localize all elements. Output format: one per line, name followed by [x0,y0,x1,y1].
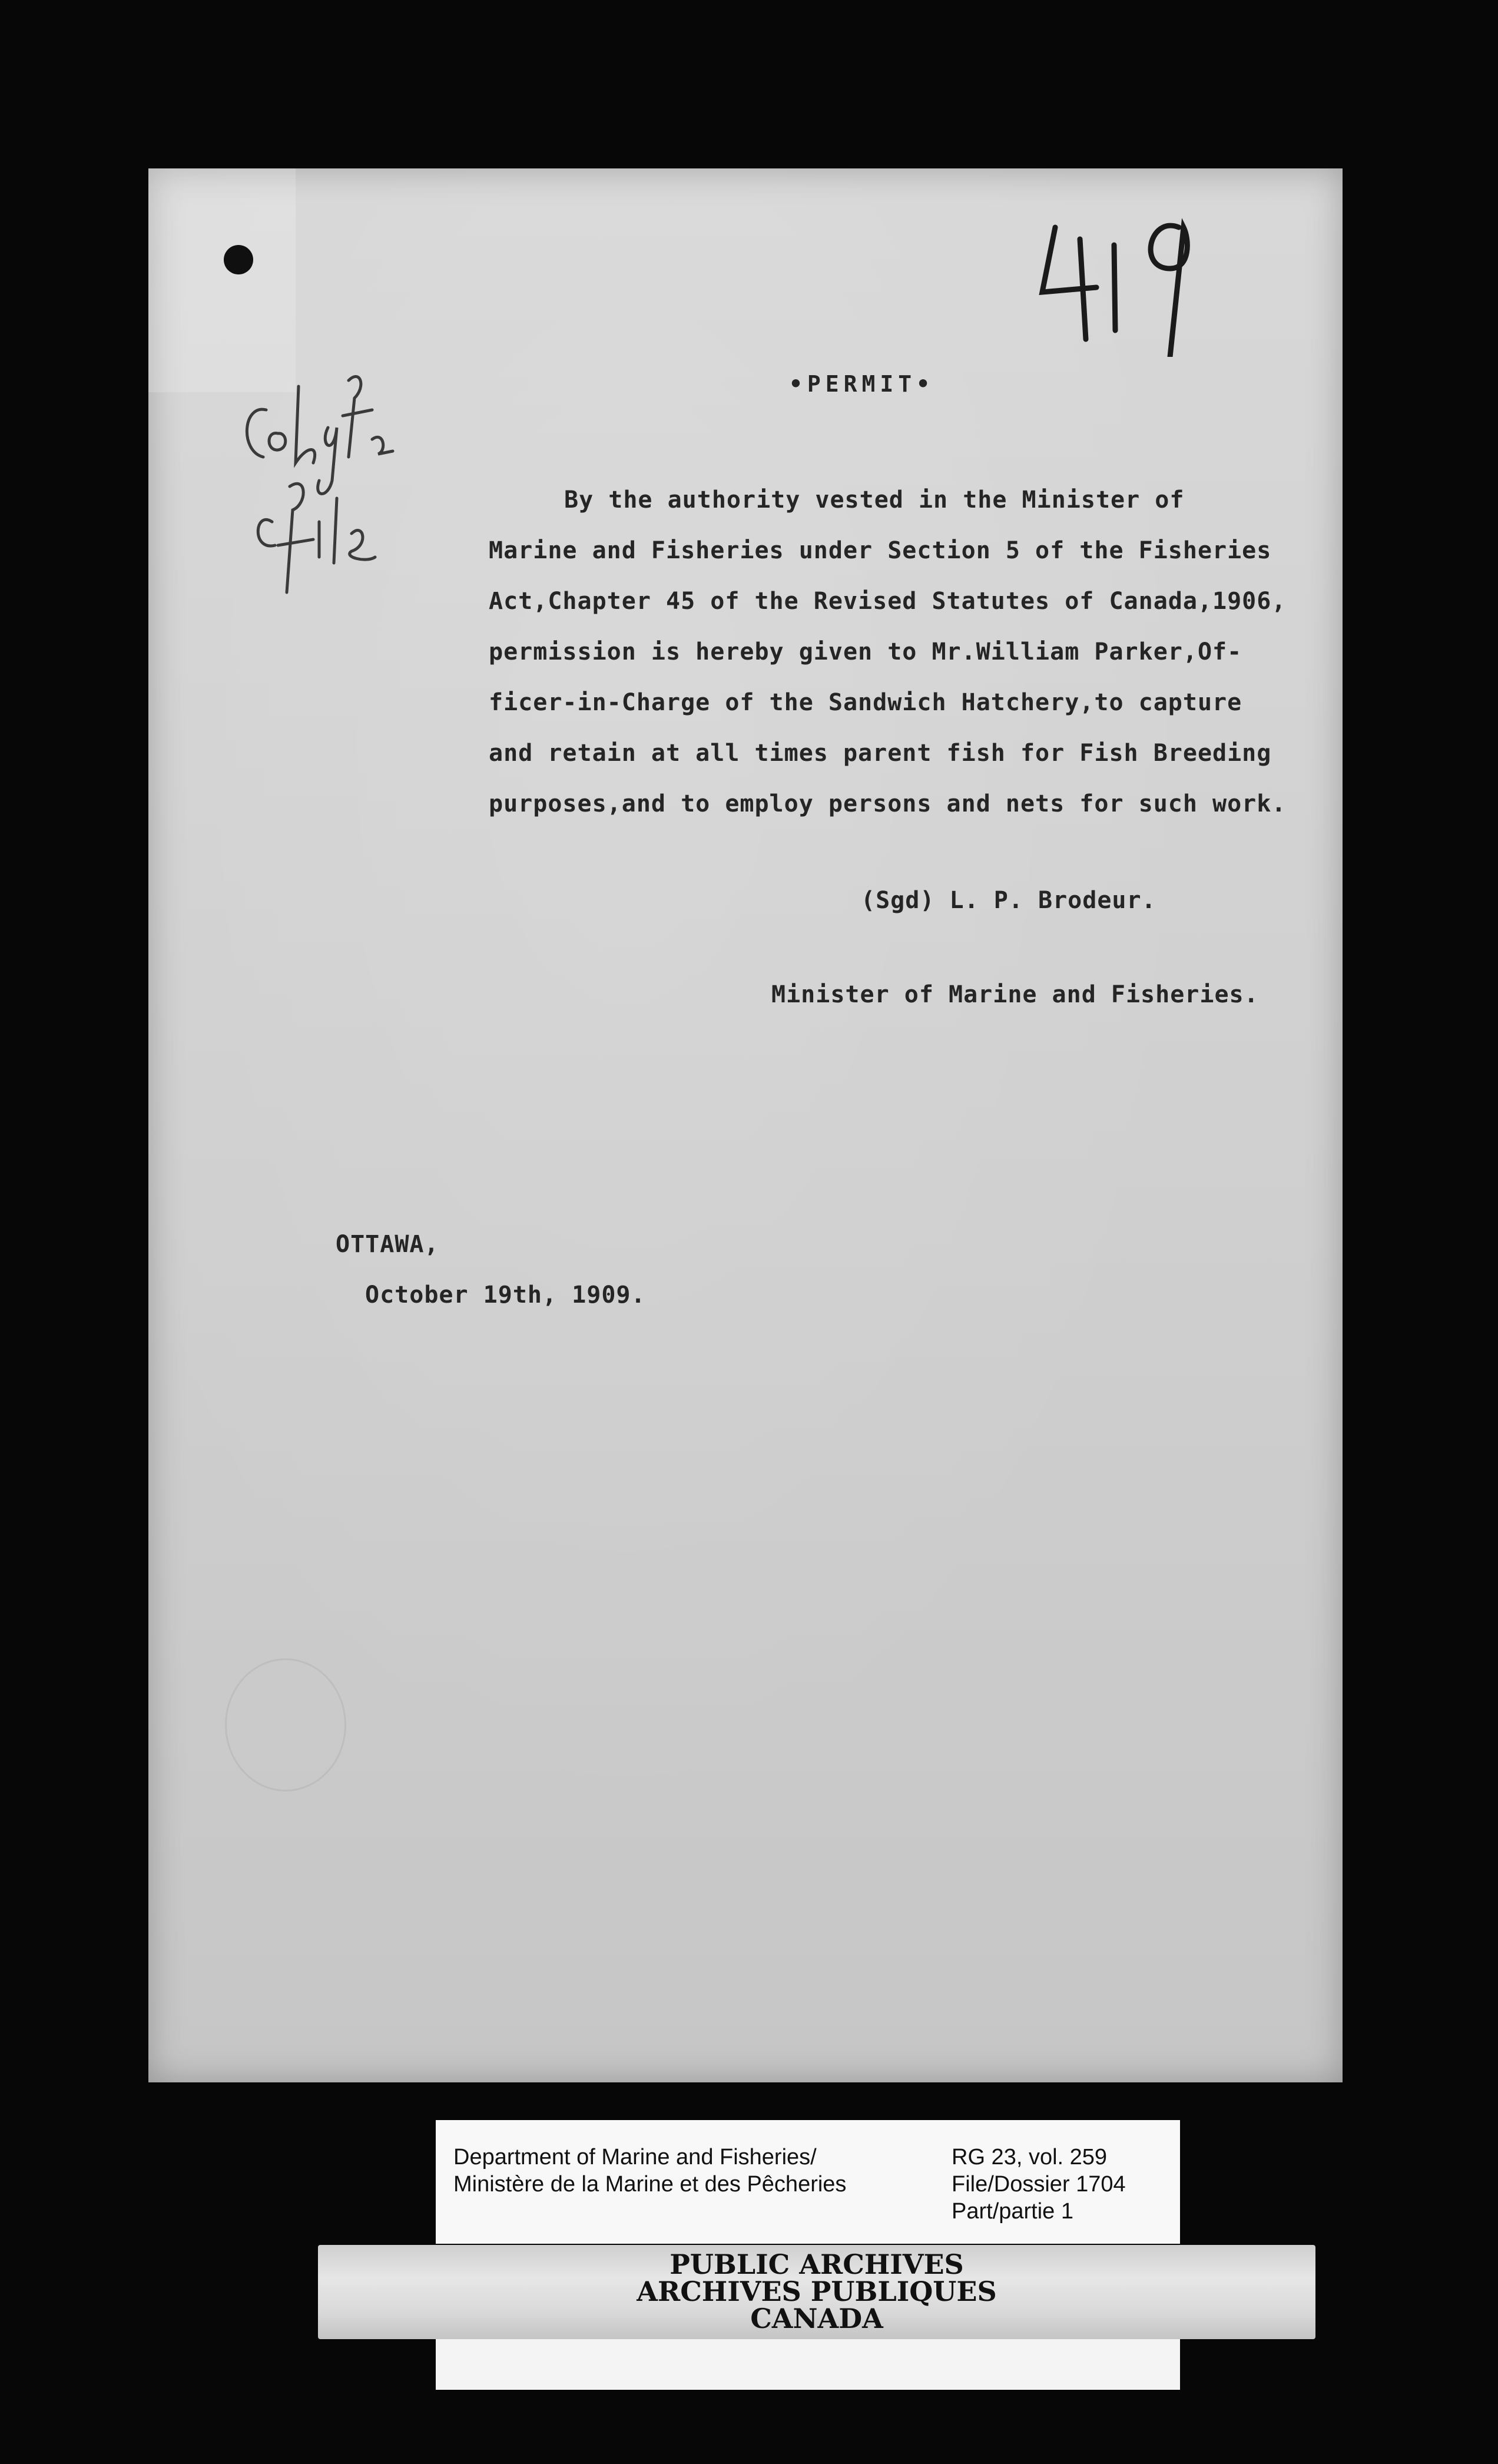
archives-country: CANADA [750,2303,883,2334]
body-line-2: Marine and Fisheries under Section 5 of the Fisheries [489,537,1272,564]
punch-hole [224,245,253,274]
signer-title: Minister of Marine and Fisheries. [771,981,1259,1008]
file-reference: File/Dossier 1704 [952,2172,1126,2197]
body-line-4: permission is hereby given to Mr.William Parker,Of- [489,638,1242,665]
body-line-3: Act,Chapter 45 of the Revised Statutes of Canada,1906, [489,588,1287,615]
handwritten-copy-for-file-note [231,310,407,616]
body-line-6: and retain at all times parent fish for Fish Breeding [489,740,1272,767]
body-line-5: ficer-in-Charge of the Sandwich Hatchery,to capture [489,689,1242,716]
public-archives-banner [318,2245,1315,2339]
permit-document-page [148,168,1343,2082]
permit-title: •PERMIT• [789,371,935,397]
department-name-french: Ministère de la Marine et des Pêcheries [453,2172,847,2197]
part-reference: Part/partie 1 [952,2199,1073,2224]
archives-name-french: ARCHIVES PUBLIQUES [637,2276,997,2307]
archives-name-english: PUBLIC ARCHIVES [670,2248,964,2280]
body-line-7: purposes,and to employ persons and nets for such work. [489,790,1287,817]
record-group-reference: RG 23, vol. 259 [952,2145,1108,2170]
date-line: October 19th, 1909. [365,1281,646,1309]
place-line: OTTAWA, [336,1231,439,1258]
label-bottom-strip [436,2339,1180,2390]
faint-stamp-mark [225,1658,346,1791]
handwritten-page-number [1032,204,1208,357]
archive-reference-label [436,2120,1180,2244]
signature-line: (Sgd) L. P. Brodeur. [861,887,1156,914]
body-line-1: By the authority vested in the Minister of [564,486,1185,514]
department-name-english: Department of Marine and Fisheries/ [453,2145,817,2170]
